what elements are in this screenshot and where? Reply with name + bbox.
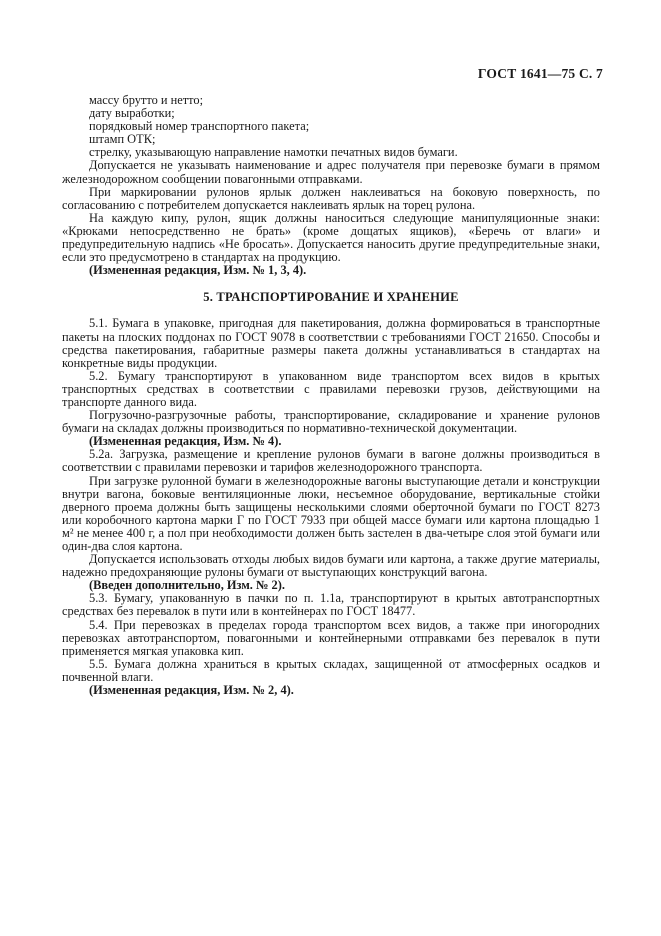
section-heading: 5. ТРАНСПОРТИРОВАНИЕ И ХРАНЕНИЕ — [203, 290, 459, 305]
paragraph: Допускается использовать отходы любых видов бумаги или картона, а также другие материалы, надежно предохраняющие рулоны бумаги от выступающих конструкций вагона. — [62, 552, 600, 580]
list-item: порядковый номер транспортного пакета; — [89, 119, 310, 134]
clause-5-3: 5.3. Бумагу, упакованную в пачки по п. 1.1а, транспортируют в крытых автотранспортных средствах без перевалок в пути или в контейнерах по ГОСТ 18477. — [62, 591, 600, 619]
clause-5-5: 5.5. Бумага должна храниться в крытых складах, защищенной от атмосферных осадков и почвенной влаги. — [62, 656, 600, 684]
revision-note: (Измененная редакция, Изм. № 2, 4). — [89, 683, 294, 698]
paragraph: На каждую кипу, рулон, ящик должны наноситься следующие манипуляционные знаки: «Крюками непосредственно не брать» (кроме дощатых ящиков), «Беречь от влаги» и предупредительную надпись «Не бросать». Допускается наносить другие предупредительные знаки, если это предусмотрено в стандартах на продукцию. — [62, 210, 600, 265]
clause-5-4: 5.4. При перевозках в пределах города транспортом всех видов, а также при иногородних перевозках автотранспортом, повагонными и контейнерными отправками без перевалок в пути применяется мягкая упаковка кип. — [62, 617, 600, 658]
list-item: дату выработки; — [89, 106, 175, 121]
list-item: стрелку, указывающую направление намотки печатных видов бумаги. — [89, 145, 458, 160]
paragraph: При маркировании рулонов ярлык должен наклеиваться на боковую поверхность, по согласованию с потребителем допускается наклеивать ярлык на торец рулона. — [62, 184, 600, 212]
clause-5-1: 5.1. Бумага в упаковке, пригодная для пакетирования, должна формироваться в транспортные пакеты на плоских поддонах по ГОСТ 9078 в соответствии с требованиями ГОСТ 21650. Способы и средства пакетирования, габаритные размеры пакета должны устанавливаться в стандартах на конкретные виды продукции. — [62, 316, 600, 370]
page-body — [62, 94, 600, 697]
list-item: штамп ОТК; — [89, 132, 156, 147]
revision-note: (Измененная редакция, Изм. № 1, 3, 4). — [89, 263, 307, 278]
clause-5-2a: 5.2а. Загрузка, размещение и крепление рулонов бумаги в вагоне должны производиться в соответствии с правилами перевозки и тарифов железнодорожного транспорта. — [62, 447, 600, 475]
page-header: ГОСТ 1641—75 С. 7 — [477, 66, 603, 81]
paragraph: Погрузочно-разгрузочные работы, транспортирование, складирование и хранение рулонов бумаги на складах должны производиться по нормативно-технической документации. — [62, 408, 600, 436]
revision-note: (Измененная редакция, Изм. № 4). — [89, 434, 282, 449]
paragraph: При загрузке рулонной бумаги в железнодорожные вагоны выступающие детали и конструкции внутри вагона, боковые вентиляционные люки, несъемное оборудование, вертикальные стойки дверного проема должны быть защищены несколькими слоями оберточной бумаги по ГОСТ 8273 или коробочного картона марки Г по ГОСТ 7933 при общей массе бумаги или картона площадью 1 м² не менее 400 г, а пол при необходимости должен быть застелен в два-четыре слоя этой бумаги или один-два слоя картона. — [62, 473, 600, 553]
revision-note: (Введен дополнительно, Изм. № 2). — [89, 578, 285, 593]
clause-5-2: 5.2. Бумагу транспортируют в упакованном виде транспортом всех видов в крытых транспортных средствах в соответствии с правилами перевозки грузов, действующими на транспорте данного вида. — [62, 368, 600, 409]
paragraph: Допускается не указывать наименование и адрес получателя при перевозке бумаги в прямом железнодорожном сообщении повагонными отправками. — [62, 158, 600, 186]
list-item: массу брутто и нетто; — [89, 93, 204, 107]
